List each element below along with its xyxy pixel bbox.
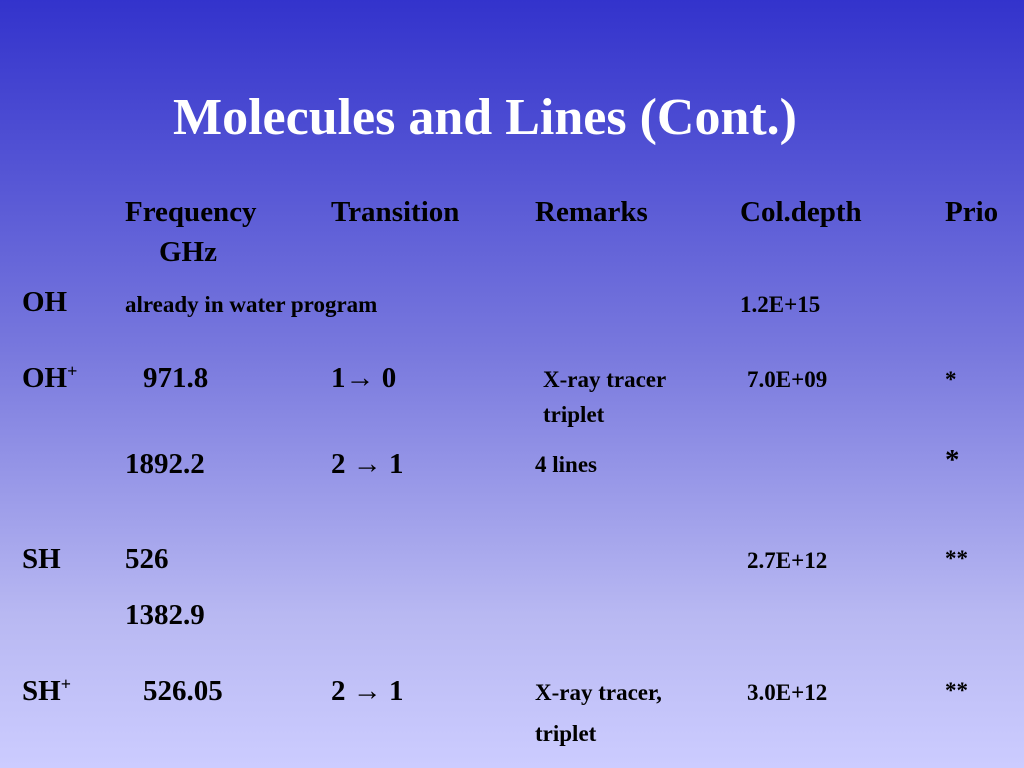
- oh-col-depth: 1.2E+15: [740, 292, 821, 317]
- sh-plus-freq: 526.05: [143, 675, 223, 707]
- sh-plus-remarks-line-1: X-ray tracer,: [535, 680, 662, 705]
- sh-plus-col-depth: 3.0E+12: [747, 680, 828, 705]
- sh-col-depth: 2.7E+12: [747, 548, 828, 573]
- header-frequency: Frequency: [125, 196, 257, 228]
- oh-plus-remarks-1-line-1: X-ray tracer: [543, 367, 667, 392]
- oh-plus-freq-1: 971.8: [143, 362, 209, 394]
- oh-plus-prio-1: *: [945, 367, 957, 392]
- molecule-sh-plus-charge: +: [60, 674, 71, 694]
- oh-plus-col-depth: 7.0E+09: [747, 367, 828, 392]
- molecule-oh-plus-base: OH: [22, 362, 68, 394]
- oh-plus-freq-2: 1892.2: [125, 448, 205, 480]
- oh-plus-prio-2: *: [945, 444, 960, 476]
- sh-plus-prio: **: [945, 678, 968, 703]
- slide-title: Molecules and Lines (Cont.): [173, 89, 797, 146]
- molecule-oh-plus-charge: +: [67, 361, 78, 381]
- sh-prio: **: [945, 546, 968, 571]
- oh-plus-remarks-1-line-2: triplet: [543, 402, 605, 427]
- oh-plus-remarks-2: 4 lines: [535, 452, 597, 477]
- sh-plus-remarks-line-2: triplet: [535, 721, 597, 746]
- molecule-sh-plus-base: SH: [22, 675, 61, 707]
- oh-plus-transition-1: 1→ 0: [331, 362, 397, 394]
- sh-plus-transition: 2 → 1: [331, 675, 404, 707]
- header-frequency-unit: GHz: [159, 236, 217, 268]
- molecule-oh-plus: [22, 361, 78, 394]
- oh-plus-transition-2: 2 → 1: [331, 448, 404, 480]
- header-transition: Transition: [331, 196, 460, 228]
- sh-freq-2: 1382.9: [125, 599, 205, 631]
- header-remarks: Remarks: [535, 196, 648, 228]
- header-prio: Prio: [945, 196, 999, 228]
- molecule-sh: SH: [22, 543, 61, 575]
- molecule-sh-plus: [22, 674, 71, 707]
- sh-freq-1: 526: [125, 543, 169, 575]
- header-col-depth: Col.depth: [740, 196, 862, 228]
- oh-note: already in water program: [125, 292, 378, 317]
- molecule-oh: OH: [22, 286, 68, 318]
